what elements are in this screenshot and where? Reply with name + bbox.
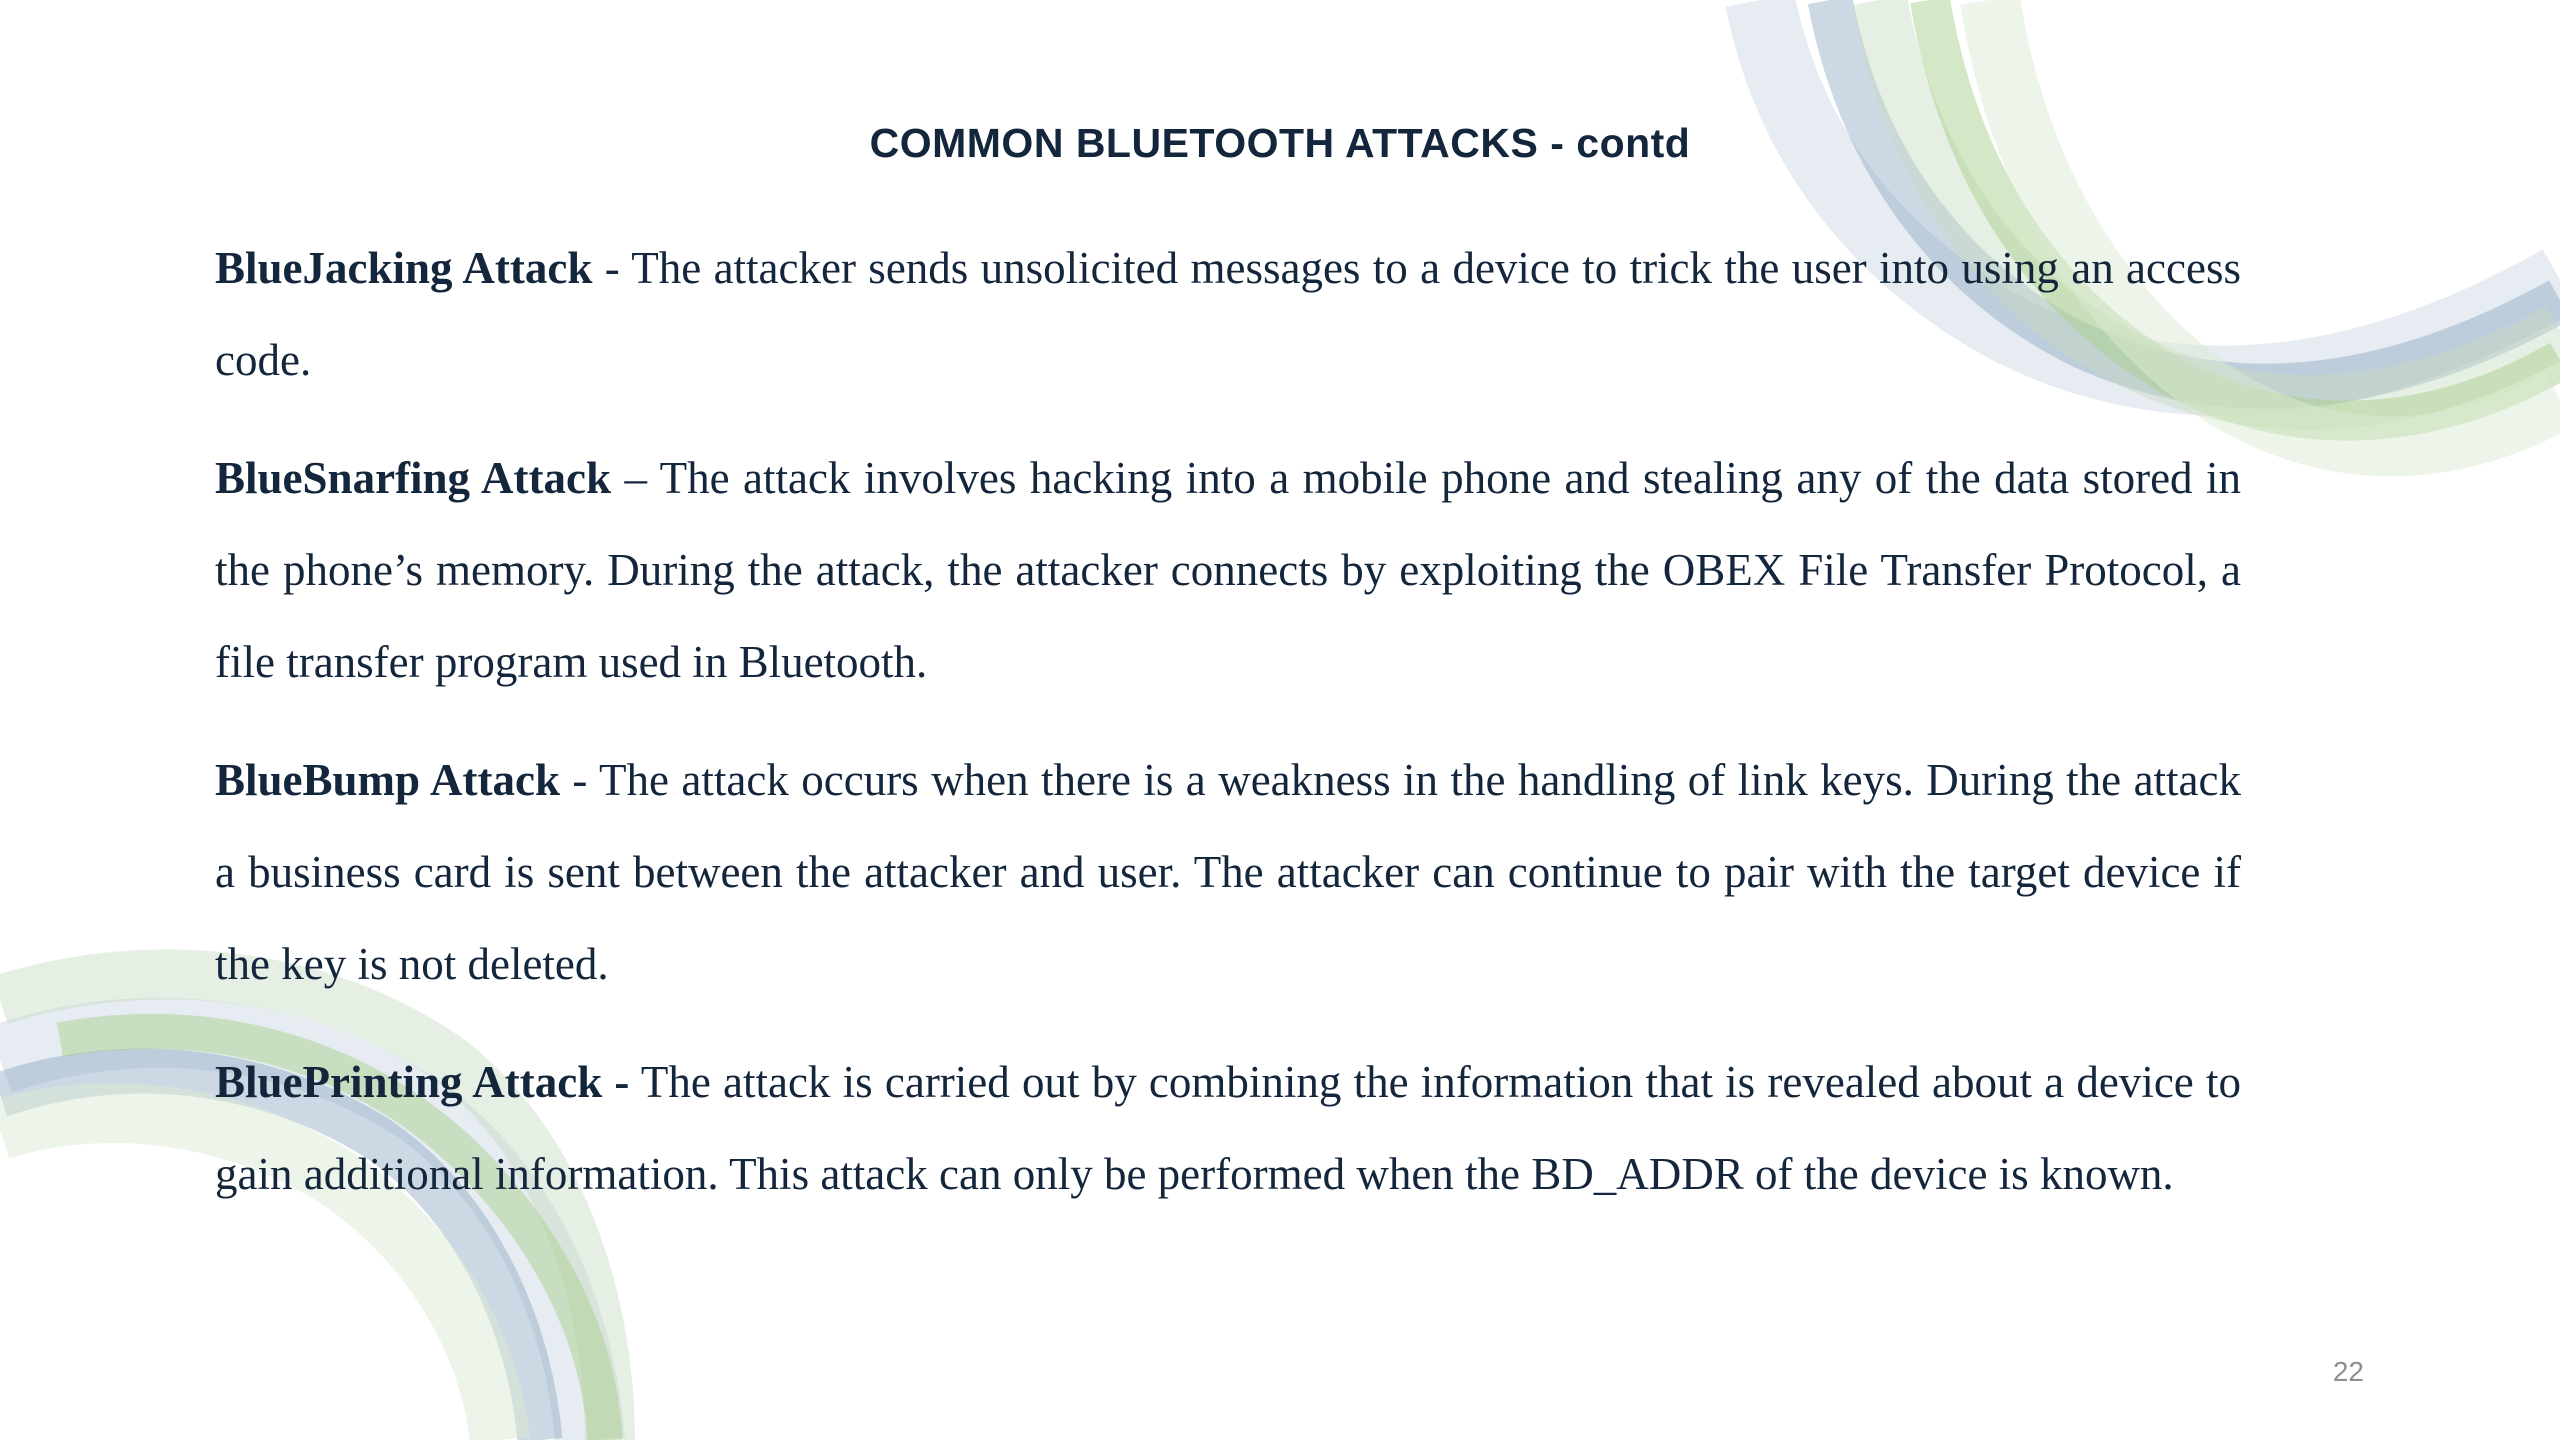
description: The attacker sends unsolicited messages to a device to trick the user into using an access code.	[215, 243, 2241, 385]
slide-body	[215, 222, 2241, 1246]
paragraph-blueprinting	[215, 1036, 2241, 1220]
term-label: BlueSnarfing Attack	[215, 453, 611, 503]
description: The attack involves hacking into a mobile phone and stealing any of the data stored in the phone’s memory. During the attack, the attacker connects by exploiting the OBEX File Transfer Protocol, a file transfer program used in Bluetooth.	[215, 453, 2241, 687]
paragraph-bluesnarfing	[215, 432, 2241, 708]
term-label: BluePrinting Attack -	[215, 1057, 630, 1107]
slide-title: COMMON BLUETOOTH ATTACKS - contd	[869, 120, 1691, 166]
separator: -	[592, 243, 632, 293]
term-label: BlueBump Attack	[215, 755, 560, 805]
term-label: BlueJacking Attack	[215, 243, 593, 293]
paragraph-bluejacking	[215, 222, 2241, 406]
separator: -	[559, 755, 600, 805]
page-number: 22	[2332, 1356, 2364, 1387]
separator	[629, 1057, 640, 1107]
paragraph-bluebump	[215, 734, 2241, 1010]
description: The attack is carried out by combining the information that is revealed about a device to gain additional information. This attack can only be performed when the BD_ADDR of the device is known.	[215, 1057, 2241, 1199]
separator: –	[611, 453, 660, 503]
description: The attack occurs when there is a weakness in the handling of link keys. During the attack a business card is sent between the attacker and user. The attacker can continue to pair with the target device if the key is not deleted.	[215, 755, 2241, 989]
